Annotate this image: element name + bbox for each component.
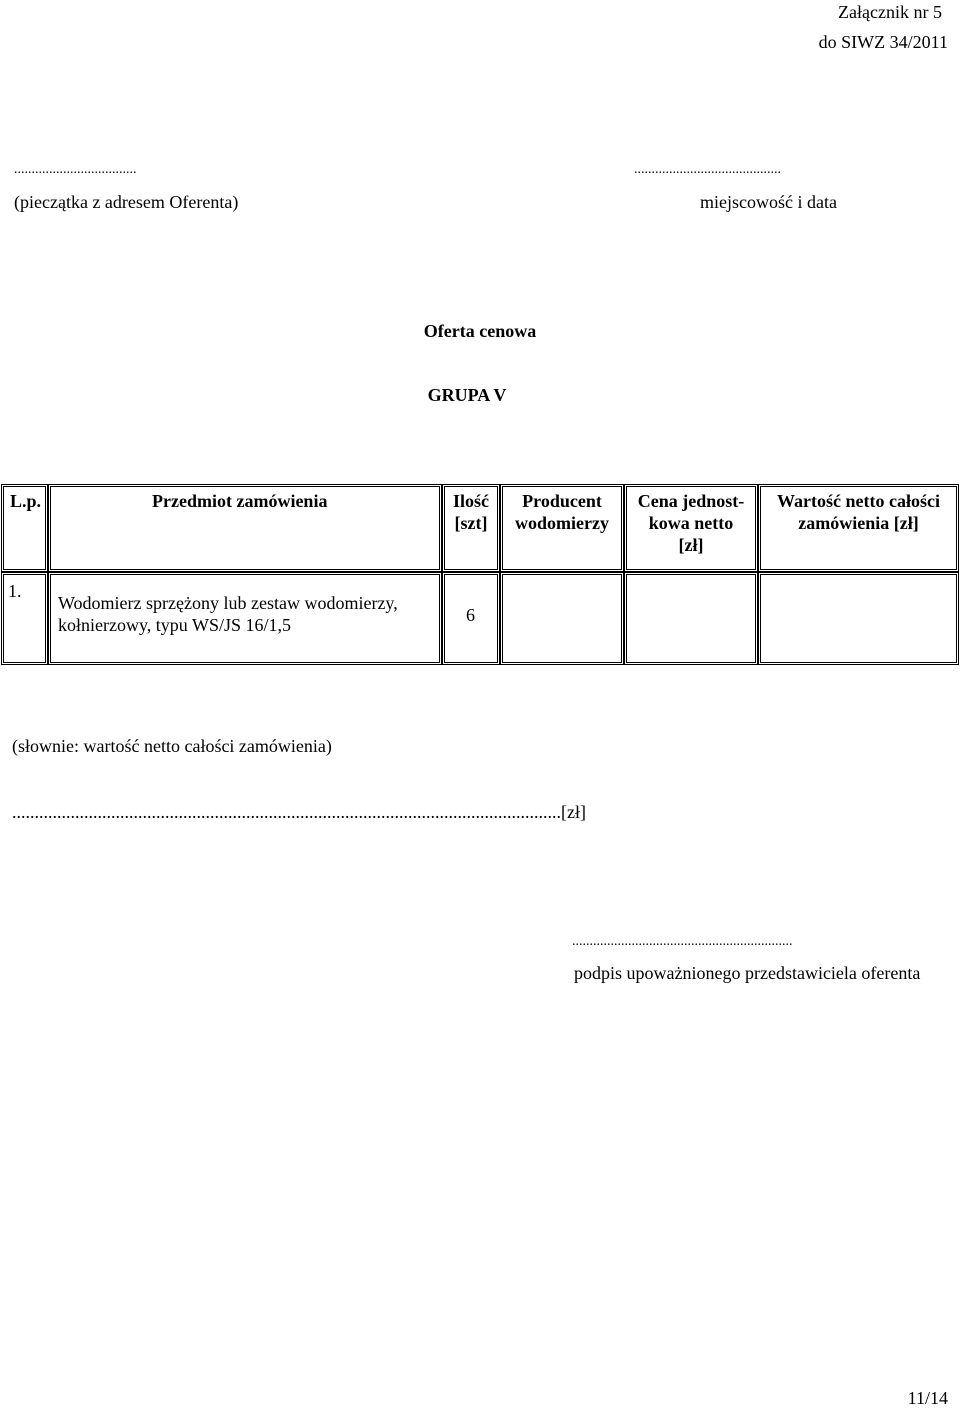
- signature-dots[interactable]: ...............................................................: [572, 934, 793, 949]
- header-price-line3: [zł]: [678, 535, 704, 555]
- row-subject-line2: kołnierzowy, typu WS/JS 16/1,5: [58, 615, 291, 635]
- header-lp: L.p.: [10, 491, 42, 511]
- header-value-line1: Wartość netto całości: [777, 491, 940, 511]
- stamp-label: (pieczątka z adresem Oferenta): [14, 192, 239, 212]
- row-lp: 1.: [8, 581, 22, 601]
- words-label: (słownie: wartość netto całości zamówienia): [12, 736, 332, 756]
- stamp-dots: ...................................: [14, 162, 137, 177]
- offer-table: [0, 484, 960, 666]
- page-number: 11/14: [907, 1388, 948, 1408]
- header-subject: Przedmiot zamówienia: [152, 491, 328, 511]
- header-qty-line2: [szt]: [454, 513, 488, 533]
- header-producer-line2: wodomierzy: [515, 513, 609, 533]
- row-qty: 6: [466, 605, 475, 625]
- header-value-line2: zamówienia [zł]: [798, 513, 919, 533]
- row-cell-price[interactable]: [626, 574, 756, 663]
- place-date-dots: ..........................................: [634, 162, 781, 177]
- header-price-line1: Cena jednost-: [637, 491, 745, 511]
- place-date-label: miejscowość i data: [700, 192, 837, 212]
- row-subject-line1: Wodomierz sprzężony lub zestaw wodomierzy,: [58, 593, 398, 613]
- annex-label: Załącznik nr 5: [838, 2, 942, 22]
- row-cell-producer[interactable]: [502, 574, 622, 663]
- header-price-line2: kowa netto: [648, 513, 734, 533]
- signature-label: podpis upoważnionego przedstawiciela oferenta: [574, 963, 921, 983]
- words-line[interactable]: ..........................................................................................................................[zł]: [12, 802, 586, 822]
- page-title: Oferta cenowa: [423, 321, 537, 341]
- group-title: GRUPA V: [427, 385, 507, 405]
- header-producer-line1: Producent: [522, 491, 602, 511]
- row-cell-value[interactable]: [760, 574, 957, 663]
- reference-label: do SIWZ 34/2011: [818, 32, 948, 52]
- header-qty-line1: Ilość: [453, 491, 489, 511]
